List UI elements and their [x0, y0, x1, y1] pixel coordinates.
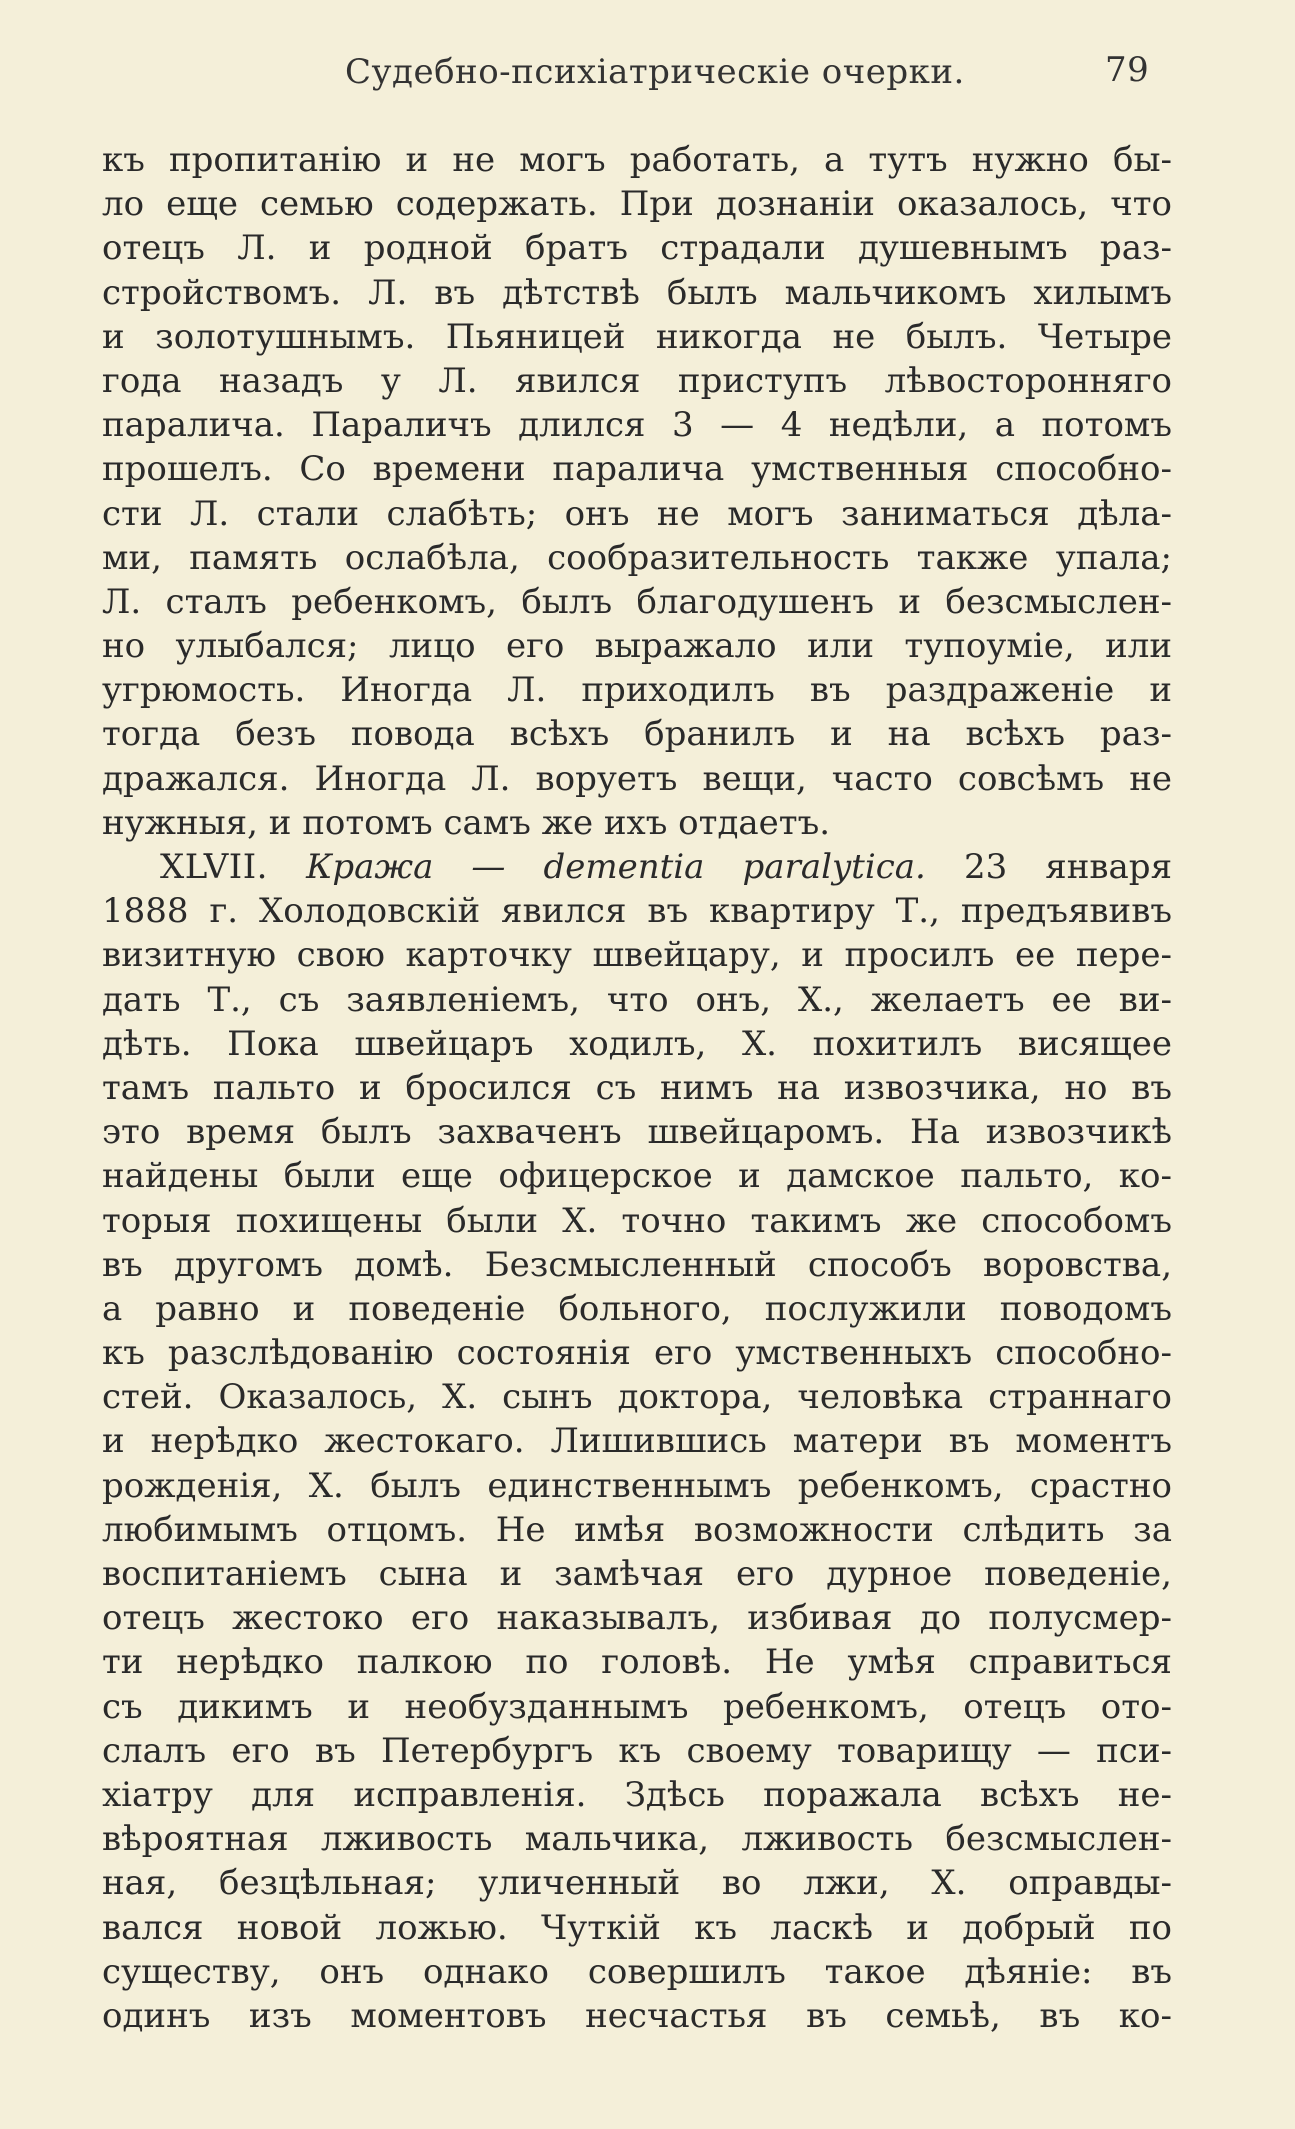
text-line: хіатру для исправленія. Здѣсь поражала всѣхъ не- [102, 1774, 1172, 1815]
page-number: 79 [1105, 50, 1150, 90]
text-line: существу, онъ однако совершилъ такое дѣяніе: въ [102, 1951, 1172, 1992]
running-title: Судебно-психіатрическіе очерки. [345, 52, 965, 92]
section-number: XLVII. [160, 847, 268, 887]
text-line: одинъ изъ моментовъ несчастья въ семьѣ, въ ко- [102, 1995, 1172, 2036]
text-line: но улыбался; лицо его выражало или тупоуміе, или [102, 626, 1172, 667]
text-line: а равно и поведеніе больного, послужили поводомъ [102, 1288, 1172, 1329]
section-heading-line [102, 845, 1172, 889]
text-line: ная, безцѣльная; уличенный во лжи, Х. оправды- [102, 1863, 1172, 1904]
text-line: паралича. Параличъ длился 3 — 4 недѣли, а потомъ [102, 405, 1172, 446]
text-line: 1888 г. Холодовскій явился въ квартиру Т., предъявивъ [102, 891, 1172, 932]
text-line: воспитаніемъ сына и замѣчая его дурное поведеніе, [102, 1554, 1172, 1594]
text-line: ми, память ослабѣла, сообразительность также упала; [102, 537, 1172, 578]
section-title: Кража — dementia paralytica. [306, 847, 926, 887]
text-line: и нерѣдко жестокаго. Лишившись матери въ моментъ [102, 1421, 1172, 1462]
text-line: и золотушнымъ. Пьяницей никогда не былъ. Четыре [102, 316, 1172, 357]
text-line: дѣть. Пока швейцаръ ходилъ, Х. похитилъ висящее [102, 1023, 1172, 1064]
text-line: ло еще семью содержать. При дознаніи оказалось, что [102, 184, 1172, 225]
text-line: съ дикимъ и необузданнымъ ребенкомъ, отецъ ото- [102, 1686, 1172, 1727]
text-line: года назадъ у Л. явился приступъ лѣвосторонняго [102, 360, 1172, 401]
text-line: стей. Оказалось, Х. сынъ доктора, человѣка страннаго [102, 1377, 1172, 1418]
text-line: найдены были еще офицерское и дамское пальто, ко- [102, 1156, 1172, 1197]
text-line: дать Т., съ заявленіемъ, что онъ, Х., желаетъ ее ви- [102, 979, 1172, 1020]
text-line: ти нерѣдко палкою по головѣ. Не умѣя справиться [102, 1642, 1172, 1683]
section-date: 23 января [963, 847, 1172, 887]
text-line: Л. сталъ ребенкомъ, былъ благодушенъ и безсмыслен- [102, 581, 1172, 622]
text-line: торыя похищены были Х. точно такимъ же способомъ [102, 1200, 1172, 1241]
text-line: отецъ Л. и родной братъ страдали душевнымъ раз- [102, 228, 1172, 269]
text-line: слалъ его въ Петербургъ къ своему товарищу — пси- [102, 1730, 1172, 1771]
running-head [0, 48, 1295, 98]
text-line: къ пропитанію и не могъ работать, а тутъ нужно бы- [102, 140, 1172, 180]
text-line: это время былъ захваченъ швейцаромъ. На извозчикѣ [102, 1112, 1172, 1153]
text-line: сти Л. стали слабѣть; онъ не могъ заниматься дѣла- [102, 493, 1172, 534]
text-line: вѣроятная лживость мальчика, лживость безсмыслен- [102, 1819, 1172, 1860]
text-line: въ другомъ домѣ. Безсмысленный способъ воровства, [102, 1244, 1172, 1285]
text-line: отецъ жестоко его наказывалъ, избивая до полусмер- [102, 1598, 1172, 1639]
text-line: тамъ пальто и бросился съ нимъ на извозчика, но въ [102, 1067, 1172, 1108]
text-line: нужныя, и потомъ самъ же ихъ отдаетъ. [102, 802, 831, 843]
text-line: угрюмость. Иногда Л. приходилъ въ раздраженіе и [102, 670, 1172, 711]
text-line: стройствомъ. Л. въ дѣтствѣ былъ мальчикомъ хилымъ [102, 272, 1172, 313]
text-line: къ разслѣдованію состоянія его умственныхъ способно- [102, 1333, 1172, 1374]
text-line: рожденія, Х. былъ единственнымъ ребенкомъ, срастно [102, 1465, 1172, 1506]
text-line: вался новой ложью. Чуткій къ ласкѣ и добрый по [102, 1907, 1172, 1948]
body-text [102, 138, 1172, 2038]
text-line: дражался. Иногда Л. воруетъ вещи, часто совсѣмъ не [102, 758, 1172, 799]
text-line: тогда безъ повода всѣхъ бранилъ и на всѣхъ раз- [102, 714, 1172, 755]
text-line: любимымъ отцомъ. Не имѣя возможности слѣдить за [102, 1509, 1172, 1550]
text-line: визитную свою карточку швейцару, и просилъ ее пере- [102, 935, 1172, 976]
text-line: прошелъ. Со времени паралича умственныя способно- [102, 449, 1172, 490]
